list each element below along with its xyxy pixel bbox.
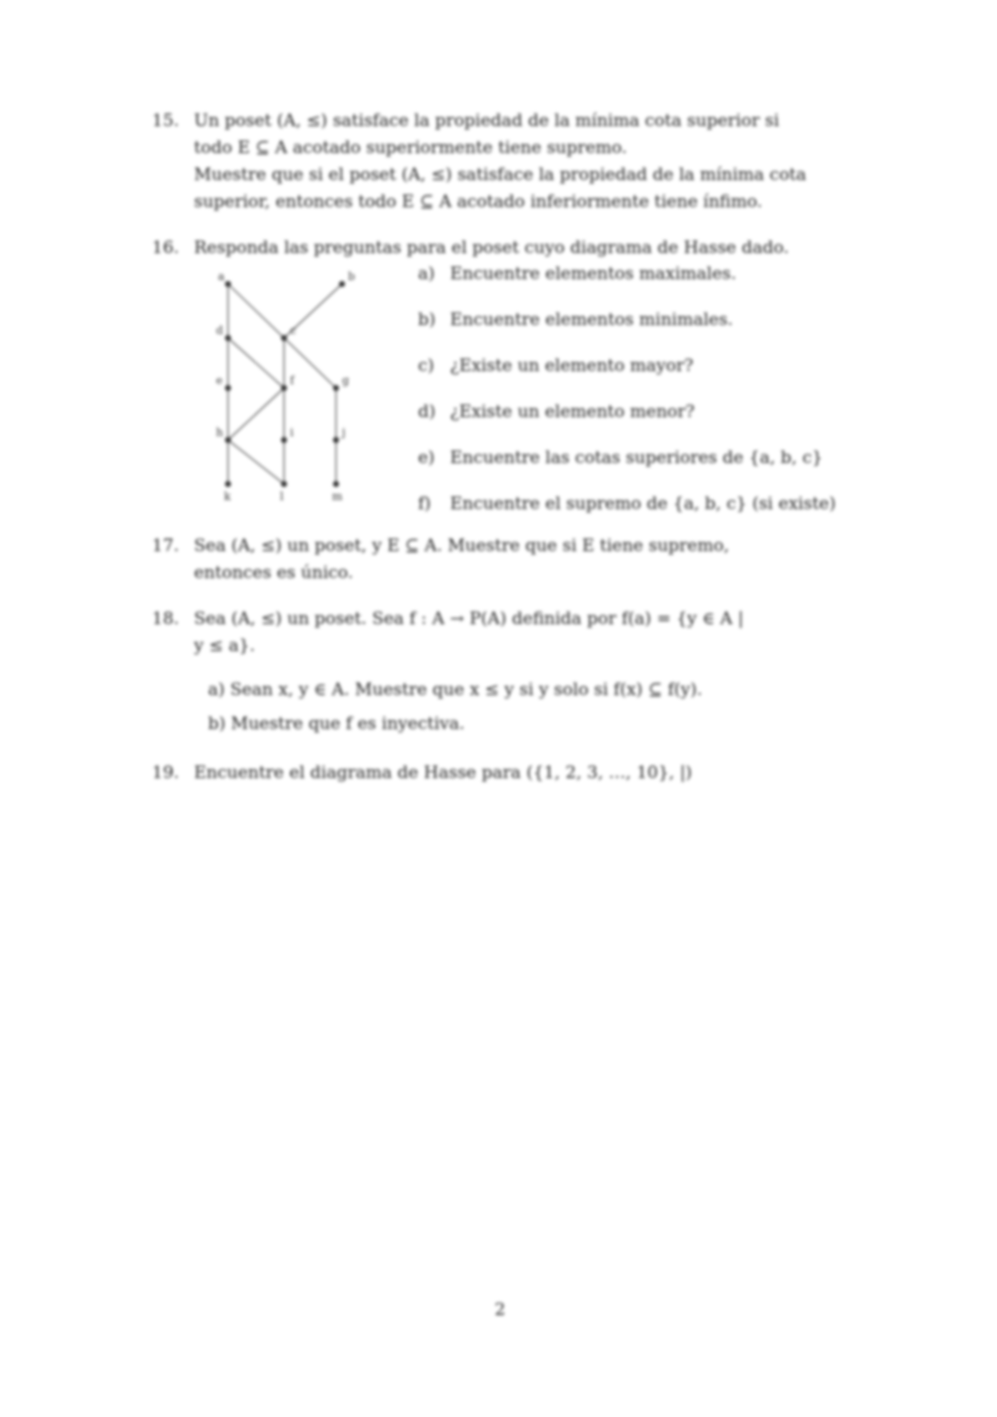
subitem-text: Sean x, y ∈ A. Muestre que x ≤ y si y solo si f(x) ⊆ f(y).	[230, 680, 703, 700]
hasse-edge	[228, 338, 284, 388]
option-label: c)	[418, 356, 435, 376]
problem-line: Sea (A, ≤) un poset. Sea f : A → P(A) definida por f(a) = {y ∈ A |	[194, 609, 744, 629]
hasse-label: m	[332, 490, 343, 503]
hasse-node	[225, 437, 231, 443]
option-label: e)	[418, 448, 435, 468]
hasse-label: c	[290, 324, 297, 337]
subitem-label: b)	[208, 714, 226, 734]
option-a	[418, 264, 736, 284]
hasse-edge	[228, 388, 284, 440]
option-f	[418, 494, 836, 514]
hasse-node	[333, 385, 339, 391]
option-c	[418, 356, 693, 376]
problem-line: Encuentre el diagrama de Hasse para ({1, 2, 3, …, 10}, |)	[194, 763, 693, 783]
hasse-node	[333, 437, 339, 443]
option-text: Encuentre elementos minimales.	[450, 310, 733, 330]
hasse-node	[225, 481, 231, 487]
problem-number: 16.	[152, 238, 180, 258]
hasse-node	[281, 385, 287, 391]
problem-line: Responda las preguntas para el poset cuyo diagrama de Hasse dado.	[194, 238, 789, 258]
problem-16	[152, 235, 868, 262]
option-text: Encuentre las cotas superiores de {a, b, c}	[450, 448, 823, 468]
subitem-label: a)	[208, 680, 225, 700]
hasse-label: g	[342, 374, 350, 387]
hasse-node	[225, 335, 231, 341]
problem-text	[194, 760, 868, 787]
option-label: a)	[418, 264, 435, 284]
hasse-label: k	[224, 490, 231, 503]
problem-19	[152, 760, 868, 787]
hasse-diagram	[200, 268, 380, 504]
problem-number: 15.	[152, 111, 180, 131]
option-e	[418, 448, 823, 468]
problem-text	[194, 606, 868, 660]
problem-line: Sea (A, ≤) un poset, y E ⊆ A. Muestre que si E tiene supremo,	[194, 536, 730, 556]
hasse-node	[225, 385, 231, 391]
subitem-text: Muestre que f es inyectiva.	[230, 714, 465, 734]
hasse-label: e	[216, 374, 223, 387]
option-d	[418, 402, 695, 422]
hasse-node	[333, 481, 339, 487]
problem-number: 19.	[152, 763, 180, 783]
problem-line: todo E ⊆ A acotado superiormente tiene supremo.	[194, 138, 628, 158]
problem-17	[152, 533, 868, 587]
subitem-b	[208, 707, 702, 741]
option-label: d)	[418, 402, 436, 422]
hasse-label: h	[216, 426, 224, 439]
hasse-label: a	[218, 270, 225, 283]
hasse-node	[281, 335, 287, 341]
hasse-label: d	[216, 324, 224, 337]
problem-15	[152, 108, 868, 216]
option-label: b)	[418, 310, 436, 330]
option-text: Encuentre elementos maximales.	[450, 264, 737, 284]
option-b	[418, 310, 733, 330]
hasse-node	[339, 281, 345, 287]
hasse-node	[281, 481, 287, 487]
problem-18	[152, 606, 868, 660]
problem-number: 17.	[152, 536, 180, 556]
problem-text	[194, 108, 868, 216]
hasse-label: i	[290, 426, 294, 439]
hasse-label: f	[290, 374, 295, 387]
problem-text	[194, 235, 868, 262]
option-text: ¿Existe un elemento mayor?	[450, 356, 694, 376]
hasse-node	[225, 281, 231, 287]
problem-line: Un poset (A, ≤) satisface la propiedad de la mínima cota superior si	[194, 111, 780, 131]
problem-line: Muestre que si el poset (A, ≤) satisface la propiedad de la mínima cota	[194, 165, 807, 185]
problem-18-subitems	[208, 673, 702, 741]
hasse-edge	[228, 440, 284, 484]
hasse-label: b	[348, 270, 356, 283]
hasse-nodes	[225, 281, 345, 487]
option-text: ¿Existe un elemento menor?	[450, 402, 695, 422]
page-number: 2	[494, 1300, 506, 1320]
hasse-node	[281, 437, 287, 443]
hasse-label: l	[280, 490, 284, 503]
problem-line: y ≤ a}.	[194, 636, 256, 656]
problem-line: superior, entonces todo E ⊆ A acotado inferiormente tiene ínfimo.	[194, 192, 763, 212]
problem-number: 18.	[152, 609, 180, 629]
problem-text	[194, 533, 868, 587]
subitem-a	[208, 673, 702, 707]
hasse-label: j	[342, 426, 346, 439]
option-label: f)	[418, 494, 431, 514]
option-text: Encuentre el supremo de {a, b, c} (si existe)	[450, 494, 836, 514]
hasse-edges	[228, 284, 342, 484]
problem-line: entonces es único.	[194, 563, 354, 583]
